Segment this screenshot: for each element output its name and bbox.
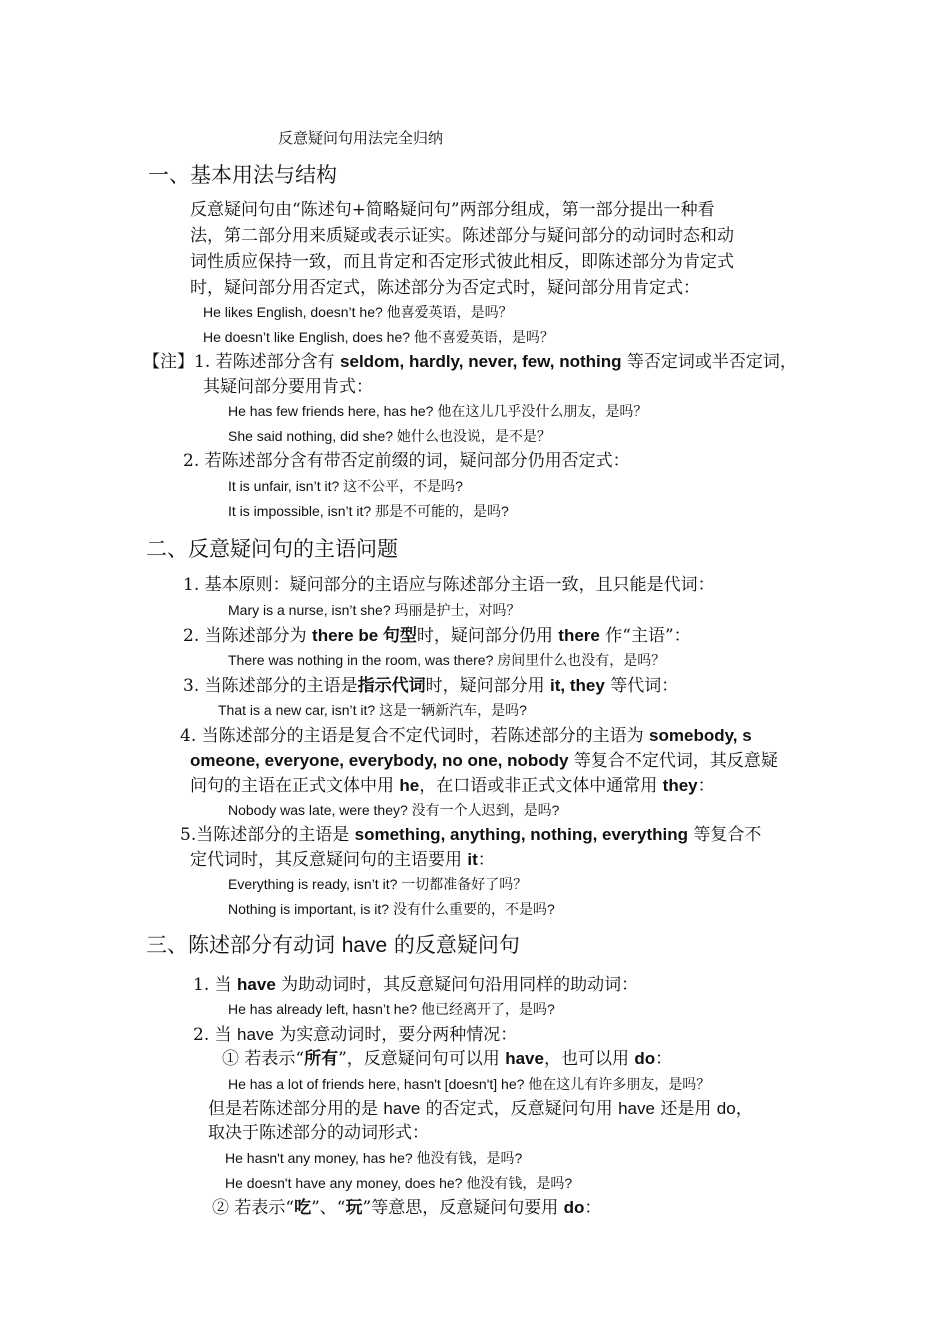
section-1-heading: 一、基本用法与结构 <box>148 163 337 187</box>
s2-example-6: Nothing is important, is it? 没有什么重要的，不是吗? <box>228 901 555 917</box>
s3-i1-have: have <box>237 975 276 994</box>
s2-i2-there: there <box>558 626 600 645</box>
s2-item-4-line-2 <box>190 752 778 770</box>
section-3-heading <box>146 935 520 956</box>
s3-c2-eat: 吃 <box>294 1198 312 1217</box>
s2-i5-text-c: 等复合不 <box>688 825 762 845</box>
s3-i1-text-c: 为助动词时，其反意疑问句沿用同样的助动词： <box>275 975 639 995</box>
s3-example-2: He has a lot of friends here, hasn't [doesn't] he? 他在这儿有许多朋友，是吗？ <box>228 1076 711 1092</box>
s3-i2-have: have <box>237 1025 274 1044</box>
s2-example-3: That is a new car, isn’t it? 这是一辆新汽车，是吗? <box>218 702 527 718</box>
s1-paragraph-line-4: 时，疑问部分用否定式，陈述部分为否定式时，疑问部分用肯定式： <box>190 278 700 298</box>
s3-item-2 <box>193 1026 517 1044</box>
s1-paragraph-line-3: 词性质应保持一致，而且肯定和否定形式彼此相反，即陈述部分为肯定式 <box>190 252 734 272</box>
s3-c2-text-g: ： <box>584 1198 602 1218</box>
s3-p1-text-e: 还是用 <box>654 1099 717 1119</box>
s3-c1-text-c: ”，反意疑问句可以用 <box>338 1049 506 1069</box>
s2-i3-text-e: 等代词： <box>604 676 679 696</box>
s3-c2-text-e: ”等意思，反意疑问句要用 <box>362 1198 564 1218</box>
section-2-heading: 二、反意疑问句的主语问题 <box>146 537 398 561</box>
s2-item-4-line-1 <box>180 727 752 745</box>
s2-example-4: Nobody was late, were they? 没有一个人迟到，是吗? <box>228 802 560 818</box>
s2-i2-text-c: 时，疑问部分仍用 <box>416 626 559 646</box>
s1-example-3: He has few friends here, has he? 他在这儿几乎没什么朋友，是吗？ <box>228 403 648 419</box>
s3-p1-do: do <box>716 1099 736 1118</box>
s1-p1-text: 反意疑问句由“陈述句+简略疑问句”两部分组成，第一部分提出一种看 <box>190 200 715 220</box>
s2-item-2 <box>183 627 691 645</box>
s3-c1-have: have <box>505 1049 544 1068</box>
s1-note-line-2: 其疑问部分要用肯式： <box>203 377 373 397</box>
s3-i2-text-a: 2. 当 <box>193 1025 238 1045</box>
s1-paragraph-line-2: 法，第二部分用来质疑或表示证实。陈述部分与疑问部分的动词时态和动 <box>190 226 734 246</box>
s3-p1-have: have <box>383 1099 421 1118</box>
s1-example-1: He likes English, doesn’t he? 他喜爱英语，是吗？ <box>203 304 513 320</box>
note-text-c: 等否定词或半否定词， <box>621 352 797 372</box>
s2-i4-he: he <box>399 776 420 795</box>
s3-example-4: He doesn't have any money, does he? 他没有钱，是吗? <box>225 1175 573 1191</box>
s3-paragraph-line-1 <box>208 1100 753 1118</box>
s2-i5-text-f: ： <box>477 850 495 870</box>
s2-i3-keyword: 指示代词 <box>357 676 426 695</box>
s2-item-5-line-1 <box>180 826 761 844</box>
s2-item-5-line-2 <box>190 851 495 869</box>
s2-i4-text-a: 4. 当陈述部分的主语是复合不定代词时，若陈述部分的主语为 <box>180 726 650 746</box>
s3-p1-have-2: have <box>618 1099 655 1118</box>
note-text-a: 【注】1. 若陈述部分含有 <box>143 352 341 372</box>
s1-example-4: She said nothing, did she? 她什么也没说，是不是？ <box>228 428 551 444</box>
s3-p1-text-c: 的否定式，反意疑问句用 <box>420 1099 619 1119</box>
s3-c2-do: do <box>563 1198 585 1217</box>
s2-i5-text-a: 5.当陈述部分的主语是 <box>180 825 355 845</box>
s2-i5-keywords: something, anything, nothing, everything <box>354 825 689 844</box>
s3-paragraph-line-2: 取决于陈述部分的动词形式： <box>208 1123 429 1143</box>
s3-c2-play: 玩 <box>345 1198 363 1217</box>
s1-example-6: It is impossible, isn’t it? 那是不可能的，是吗? <box>228 503 509 519</box>
document-title: 反意疑问句用法完全归纳 <box>278 129 444 147</box>
s2-i2-text-a: 2. 当陈述部分为 <box>183 626 313 646</box>
s1-note-line-1 <box>143 353 797 371</box>
s3-c1-text-g: ： <box>655 1049 673 1069</box>
s2-i5-text-d: 定代词时，其反意疑问句的主语要用 <box>190 850 468 870</box>
s2-i4-keyword-2: omeone, everyone, everybody, no one, nobody <box>190 751 569 770</box>
s2-i4-text-d: 等复合不定代词，其反意疑 <box>568 751 778 771</box>
s2-i4-they: they <box>662 776 698 795</box>
s3-c1-do: do <box>634 1049 656 1068</box>
s2-i3-text-a: 3. 当陈述部分的主语是 <box>183 676 358 696</box>
s2-i2-text-e: 作“主语”： <box>599 626 691 646</box>
s3-heading-have: have <box>341 934 388 957</box>
s2-i5-it: it <box>467 850 478 869</box>
s2-i4-text-i: ： <box>697 776 715 796</box>
s2-example-1: Mary is a nurse, isn’t she? 玛丽是护士，对吗？ <box>228 602 521 618</box>
s2-example-5: Everything is ready, isn’t it? 一切都准备好了吗？ <box>228 876 528 892</box>
s3-i1-text-a: 1. 当 <box>193 975 238 995</box>
s3-heading-c: 的反意疑问句 <box>387 933 520 957</box>
s3-p1-text-g: ， <box>735 1099 753 1119</box>
s2-item-1: 1. 基本原则：疑问部分的主语应与陈述部分主语一致，且只能是代词： <box>183 575 715 595</box>
s2-item-3 <box>183 677 678 695</box>
s2-i4-text-g: ，在口语或非正式文体中通常用 <box>419 776 663 796</box>
s3-example-1: He has already left, hasn’t he? 他已经离开了，是吗? <box>228 1001 555 1017</box>
s3-c1-keyword: 所有 <box>304 1049 339 1068</box>
s1-example-5: It is unfair, isn’t it? 这不公平，不是吗? <box>228 478 463 494</box>
s1-paragraph-line-1 <box>190 202 806 219</box>
s1-item-2: 2. 若陈述部分含有带否定前缀的词，疑问部分仍用否定式： <box>183 451 630 471</box>
note-keywords: seldom, hardly, never, few, nothing <box>340 352 622 371</box>
s3-case-1 <box>222 1050 672 1068</box>
s3-case-2 <box>212 1199 601 1217</box>
s2-i3-text-c: 时，疑问部分用 <box>425 676 551 696</box>
s3-i2-text-c: 为实意动词时，要分两种情况： <box>273 1025 518 1045</box>
s2-i2-keyword: there be 句型 <box>312 626 417 645</box>
s3-item-1 <box>193 976 638 994</box>
s3-p1-text-a: 但是若陈述部分用的是 <box>208 1099 384 1119</box>
s3-heading-a: 三、陈述部分有动词 <box>146 933 342 957</box>
s3-c2-text-a: ② 若表示“ <box>212 1198 295 1218</box>
s2-i3-pronouns: it, they <box>550 676 605 695</box>
s3-c2-text-c: ”、“ <box>311 1198 346 1218</box>
s3-c1-text-e: ，也可以用 <box>543 1049 635 1069</box>
s2-item-4-line-3 <box>190 777 715 795</box>
s2-example-2: There was nothing in the room, was there? 房间里什么也没有，是吗？ <box>228 652 666 668</box>
s1-example-2: He doesn’t like English, does he? 他不喜爱英语，是吗？ <box>203 329 554 345</box>
s3-example-3: He hasn't any money, has he? 他没有钱，是吗? <box>225 1150 523 1166</box>
s2-i4-keyword-1: somebody, s <box>649 726 752 745</box>
s2-i4-text-e: 问句的主语在正式文体中用 <box>190 776 400 796</box>
s3-c1-text-a: ① 若表示“ <box>222 1049 305 1069</box>
